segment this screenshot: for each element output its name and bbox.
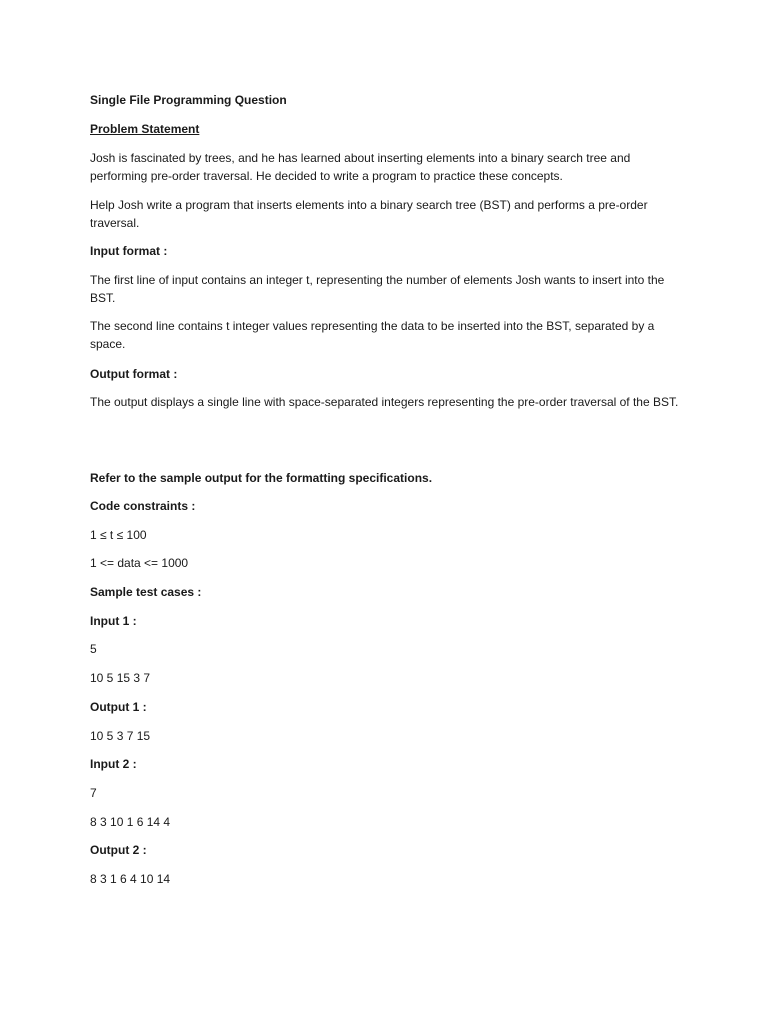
input-1-line-1: 5 <box>90 642 97 656</box>
code-constraints-label: Code constraints : <box>90 499 196 513</box>
input-format-label: Input format : <box>90 244 168 258</box>
input-format-line-2: The second line contains t integer values representing the data to be inserted into the BST, separated by a space. <box>90 319 655 351</box>
sample-test-cases-label: Sample test cases : <box>90 585 202 599</box>
input-2-line-1: 7 <box>90 786 97 800</box>
output-1-label: Output 1 : <box>90 700 147 714</box>
output-1-value: 10 5 3 7 15 <box>90 729 151 743</box>
constraint-1: 1 ≤ t ≤ 100 <box>90 528 147 542</box>
output-format-text: The output displays a single line with space-separated integers representing the pre-order traversal of the BST. <box>90 395 679 409</box>
problem-statement-label: Problem Statement <box>90 122 200 136</box>
problem-paragraph-2: Help Josh write a program that inserts elements into a binary search tree (BST) and performs a pre-order traversal. <box>90 198 648 230</box>
document-heading: Single File Programming Question <box>90 93 287 107</box>
constraint-2: 1 <= data <= 1000 <box>90 556 189 570</box>
input-format-line-1: The first line of input contains an integer t, representing the number of elements Josh wants to insert into the BST. <box>90 273 665 305</box>
refer-note: Refer to the sample output for the formatting specifications. <box>90 471 433 485</box>
input-2-label: Input 2 : <box>90 757 137 771</box>
output-2-value: 8 3 1 6 4 10 14 <box>90 872 171 886</box>
input-1-line-2: 10 5 15 3 7 <box>90 671 151 685</box>
input-2-line-2: 8 3 10 1 6 14 4 <box>90 815 171 829</box>
output-2-label: Output 2 : <box>90 843 147 857</box>
output-format-label: Output format : <box>90 367 178 381</box>
input-1-label: Input 1 : <box>90 614 137 628</box>
problem-paragraph-1: Josh is fascinated by trees, and he has learned about inserting elements into a binary search tree and performing pre-order traversal. He decided to write a program to practice these concepts. <box>90 151 631 183</box>
